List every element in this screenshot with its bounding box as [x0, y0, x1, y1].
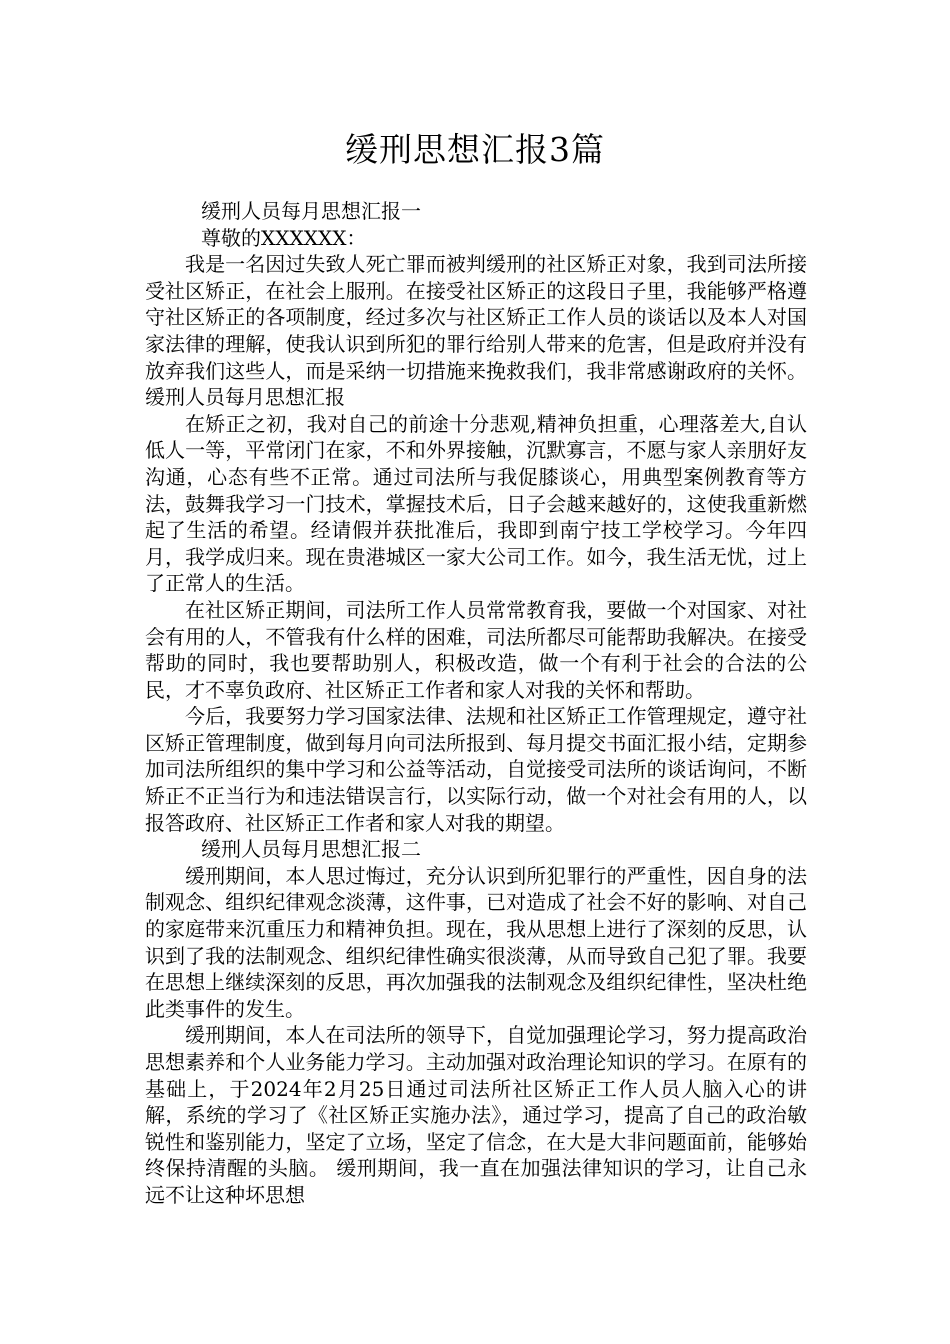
paragraph: 今后，我要努力学习国家法律、法规和社区矫正工作管理规定，遵守社区矫正管理制度，做到每月向司法所报到、每月提交书面汇报小结，定期参加司法所组织的集中学习和公益等活动，自觉接受司法所的谈话询问，不断矫正不正当行为和违法错误言行，以实际行动，做一个对社会有用的人，以报答政府、社区矫正工作者和家人对我的期望。	[145, 704, 807, 835]
salutation: 尊敬的XXXXXX：	[201, 225, 367, 250]
section-heading-1: 缓刑人员每月思想汇报一	[201, 199, 421, 223]
section-heading-2: 缓刑人员每月思想汇报二	[201, 837, 421, 862]
paragraph: 缓刑期间，本人思过悔过，充分认识到所犯罪行的严重性，因自身的法制观念、组织纪律观念淡薄，这件事，已对造成了社会不好的影响、对自己的家庭带来沉重压力和精神负担。现在，我从思想上进行了深刻的反思，认识到了我的法制观念、组织纪律性确实很淡薄，从而导致自己犯了罪。我要在思想上继续深刻的反思，再次加强我的法制观念及组织纪律性，坚决杜绝此类事件的发生。	[145, 863, 807, 1021]
paragraph: 缓刑期间，本人在司法所的领导下，自觉加强理论学习，努力提高政治思想素养和个人业务能力学习。主动加强对政治理论知识的学习。在原有的基础上，于2024年2月25日通过司法所社区矫正工作人员人脑入心的讲解，系统的学习了《社区矫正实施办法》，通过学习，提高了自己的政治敏锐性和鉴别能力，坚定了立场，坚定了信念，在大是大非问题面前，能够始终保持清醒的头脑。 缓刑期间，我一直在加强法律知识的学习，让自己永远不让这种坏思想	[145, 1023, 807, 1207]
paragraph: 在社区矫正期间，司法所工作人员常常教育我，要做一个对国家、对社会有用的人，不管我有什么样的困难，司法所都尽可能帮助我解决。在接受帮助的同时，我也要帮助别人，积极改造，做一个有利于社会的合法的公民，才不辜负政府、社区矫正工作者和家人对我的关怀和帮助。	[145, 597, 807, 702]
paragraph: 我是一名因过失致人死亡罪而被判缓刑的社区矫正对象，我到司法所接受社区矫正，在社会上服刑。在接受社区矫正的这段日子里，我能够严格遵守社区矫正的各项制度，经过多次与社区矫正工作人员的谈话以及本人对国家法律的理解，使我认识到所犯的罪行给别人带来的危害，但是政府并没有放弃我们这些人，而是采纳一切措施来挽救我们，我非常感谢政府的关怀。缓刑人员每月思想汇报	[145, 252, 807, 410]
paragraph: 在矫正之初，我对自己的前途十分悲观,精神负担重，心理落差大,自认低人一等，平常闭门在家，不和外界接触，沉默寡言，不愿与家人亲朋好友沟通，心态有些不正常。通过司法所与我促膝谈心，用典型案例教育等方法，鼓舞我学习一门技术，掌握技术后，日子会越来越好的，这使我重新燃起了生活的希望。经请假并获批准后，我即到南宁技工学校学习。今年四月，我学成归来。现在贵港城区一家大公司工作。如今，我生活无忧，过上了正常人的生活。	[145, 411, 807, 596]
document-title: 缓刑思想汇报3篇	[345, 130, 605, 169]
document-body	[145, 198, 807, 1209]
